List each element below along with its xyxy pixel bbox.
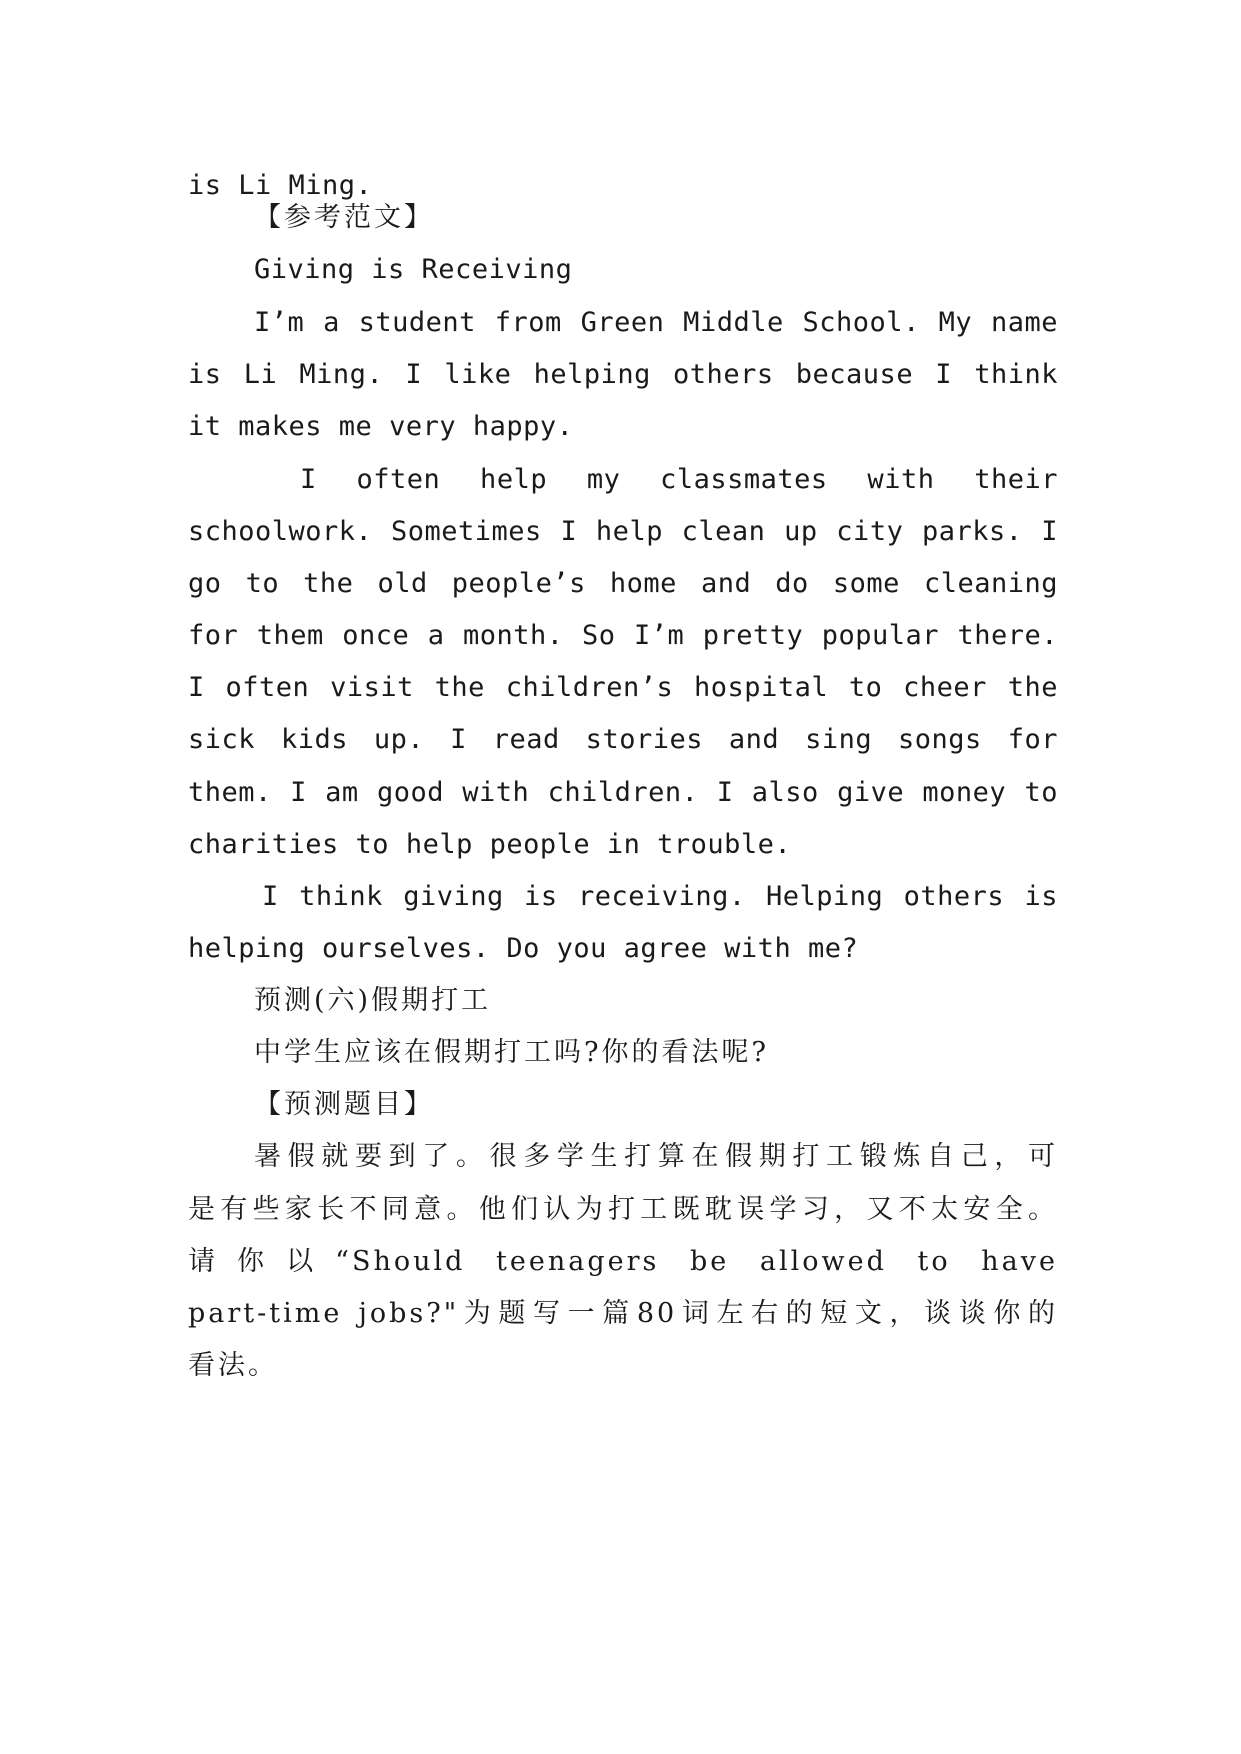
text-line: 看法。 — [188, 1350, 278, 1381]
section-heading: 预测(六)假期打工 — [254, 985, 492, 1016]
text-line: helping ourselves. Do you agree with me? — [188, 933, 859, 964]
text-line: I often visit the children’s hospital to cheer the — [188, 672, 1058, 703]
text-line: charities to help people in trouble. — [188, 829, 792, 860]
text-line: is Li Ming. I like helping others because I think — [188, 359, 1058, 390]
text-line: 请你以“Should teenagers be allowed to have — [188, 1246, 1058, 1277]
section-heading: 【参考范文】 — [254, 202, 434, 233]
text-line: sick kids up. I read stories and sing songs for — [188, 724, 1058, 755]
essay-title: Giving is Receiving — [254, 254, 573, 285]
text-line: it makes me very happy. — [188, 411, 574, 442]
text-line: for them once a month. So I’m pretty popular there. — [188, 620, 1058, 651]
text-line: is Li Ming. — [188, 170, 373, 201]
text-line: 是有些家长不同意。他们认为打工既耽误学习，又不太安全。 — [188, 1194, 1058, 1225]
text-line: schoolwork. Sometimes I help clean up city parks. I — [188, 516, 1058, 547]
section-heading: 【预测题目】 — [254, 1089, 434, 1120]
text-line: 中学生应该在假期打工吗?你的看法呢? — [254, 1037, 769, 1068]
text-line: I often help my classmates with their — [300, 464, 1058, 495]
text-line: 暑假就要到了。很多学生打算在假期打工锻炼自己，可 — [254, 1141, 1058, 1172]
text-line: I think giving is receiving. Helping others is — [262, 881, 1058, 912]
text-line: go to the old people’s home and do some cleaning — [188, 568, 1058, 599]
text-line: them. I am good with children. I also give money to — [188, 777, 1058, 808]
text-line: part-time jobs?"为题写一篇80词左右的短文，谈谈你的 — [188, 1298, 1058, 1329]
text-line: I’m a student from Green Middle School. My name — [254, 307, 1058, 338]
